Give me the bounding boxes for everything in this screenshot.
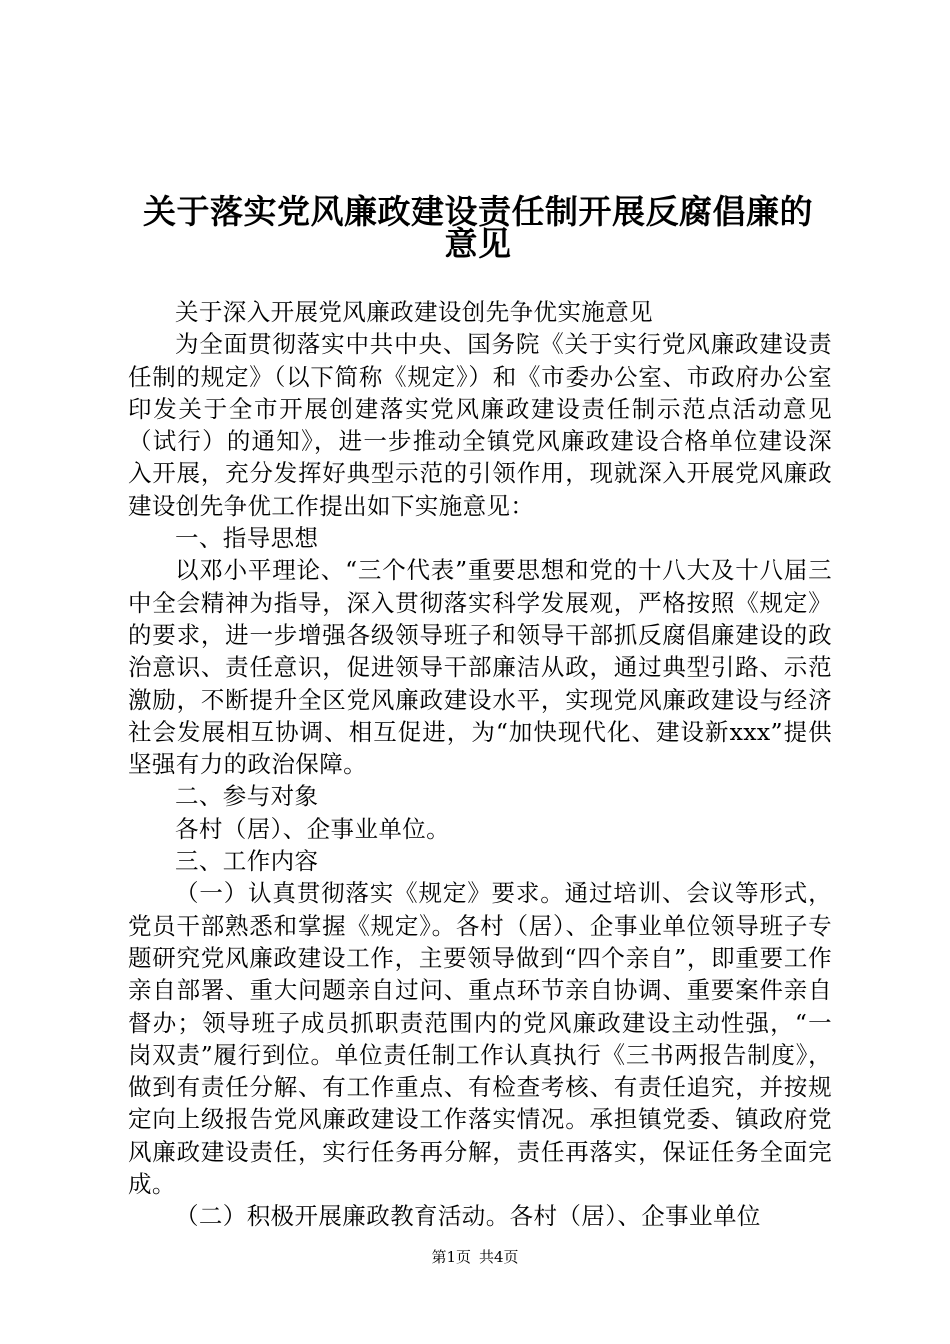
guiding-ideology-paragraph: 以邓小平理论、“三个代表”重要思想和党的十八大及十八届三中全会精神为指导，深入贯彻落实科学发展观，严格按照《规定》的要求，进一步增强各级领导班子和领导干部抓反腐倡廉建设的政治意识、责任意识，促进领导干部廉洁从政，通过典型引路、示范激励，不断提升全区党风廉政建设水平，实现党风廉政建设与经济社会发展相互协调、相互促进，为“加快现代化、建设新xxx”提供坚强有力的政治保障。 [128, 556, 832, 779]
work-content-item-1: （一）认真贯彻落实《规定》要求。通过培训、会议等形式，党员干部熟悉和掌握《规定》。各村（居）、企事业单位领导班子专题研究党风廉政建设工作，主要领导做到“四个亲自”，即重要工作亲自部署、重大问题亲自过问、重点环节亲自协调、重要案件亲自督办；领导班子成员抓职责范围内的党风廉政建设主动性强，“一岗双责”履行到位。单位责任制工作认真执行《三书两报告制度》，做到有责任分解、有工作重点、有检查考核、有责任追究，并按规定向上级报告党风廉政建设工作落实情况。承担镇党委、镇政府党风廉政建设责任，实行任务再分解，责任再落实，保证任务全面完成。 [128, 879, 832, 1199]
intro-paragraph: 为全面贯彻落实中共中央、国务院《关于实行党风廉政建设责任制的规定》（以下简称《规定》）和《市委办公室、市政府办公室印发关于全市开展创建落实党风廉政建设责任制示范点活动意见（试行）的通知》，进一步推动全镇党风廉政建设合格单位建设深入开展，充分发挥好典型示范的引领作用，现就深入开展党风廉政建设创先争优工作提出如下实施意见： [128, 330, 832, 520]
section-heading-guiding-ideology: 一、指导思想 [175, 524, 319, 553]
document-title-line-2: 意见 [444, 224, 512, 263]
work-content-item-2: （二）积极开展廉政教育活动。各村（居）、企事业单位 [175, 1202, 761, 1231]
subtitle-paragraph: 关于深入开展党风廉政建设创先争优实施意见 [175, 298, 653, 326]
page-number: 第1页 [431, 1248, 471, 1266]
participants-paragraph: 各村（居）、企事业单位。 [175, 814, 451, 843]
document-title-line-1: 关于落实党风廉政建设责任制开展反腐倡廉的 [143, 192, 813, 231]
section-heading-participants: 二、参与对象 [175, 782, 319, 811]
page-total: 共4页 [479, 1248, 519, 1266]
section-heading-work-content: 三、工作内容 [175, 847, 319, 876]
document-body [128, 296, 832, 1233]
page-footer [0, 1247, 950, 1267]
